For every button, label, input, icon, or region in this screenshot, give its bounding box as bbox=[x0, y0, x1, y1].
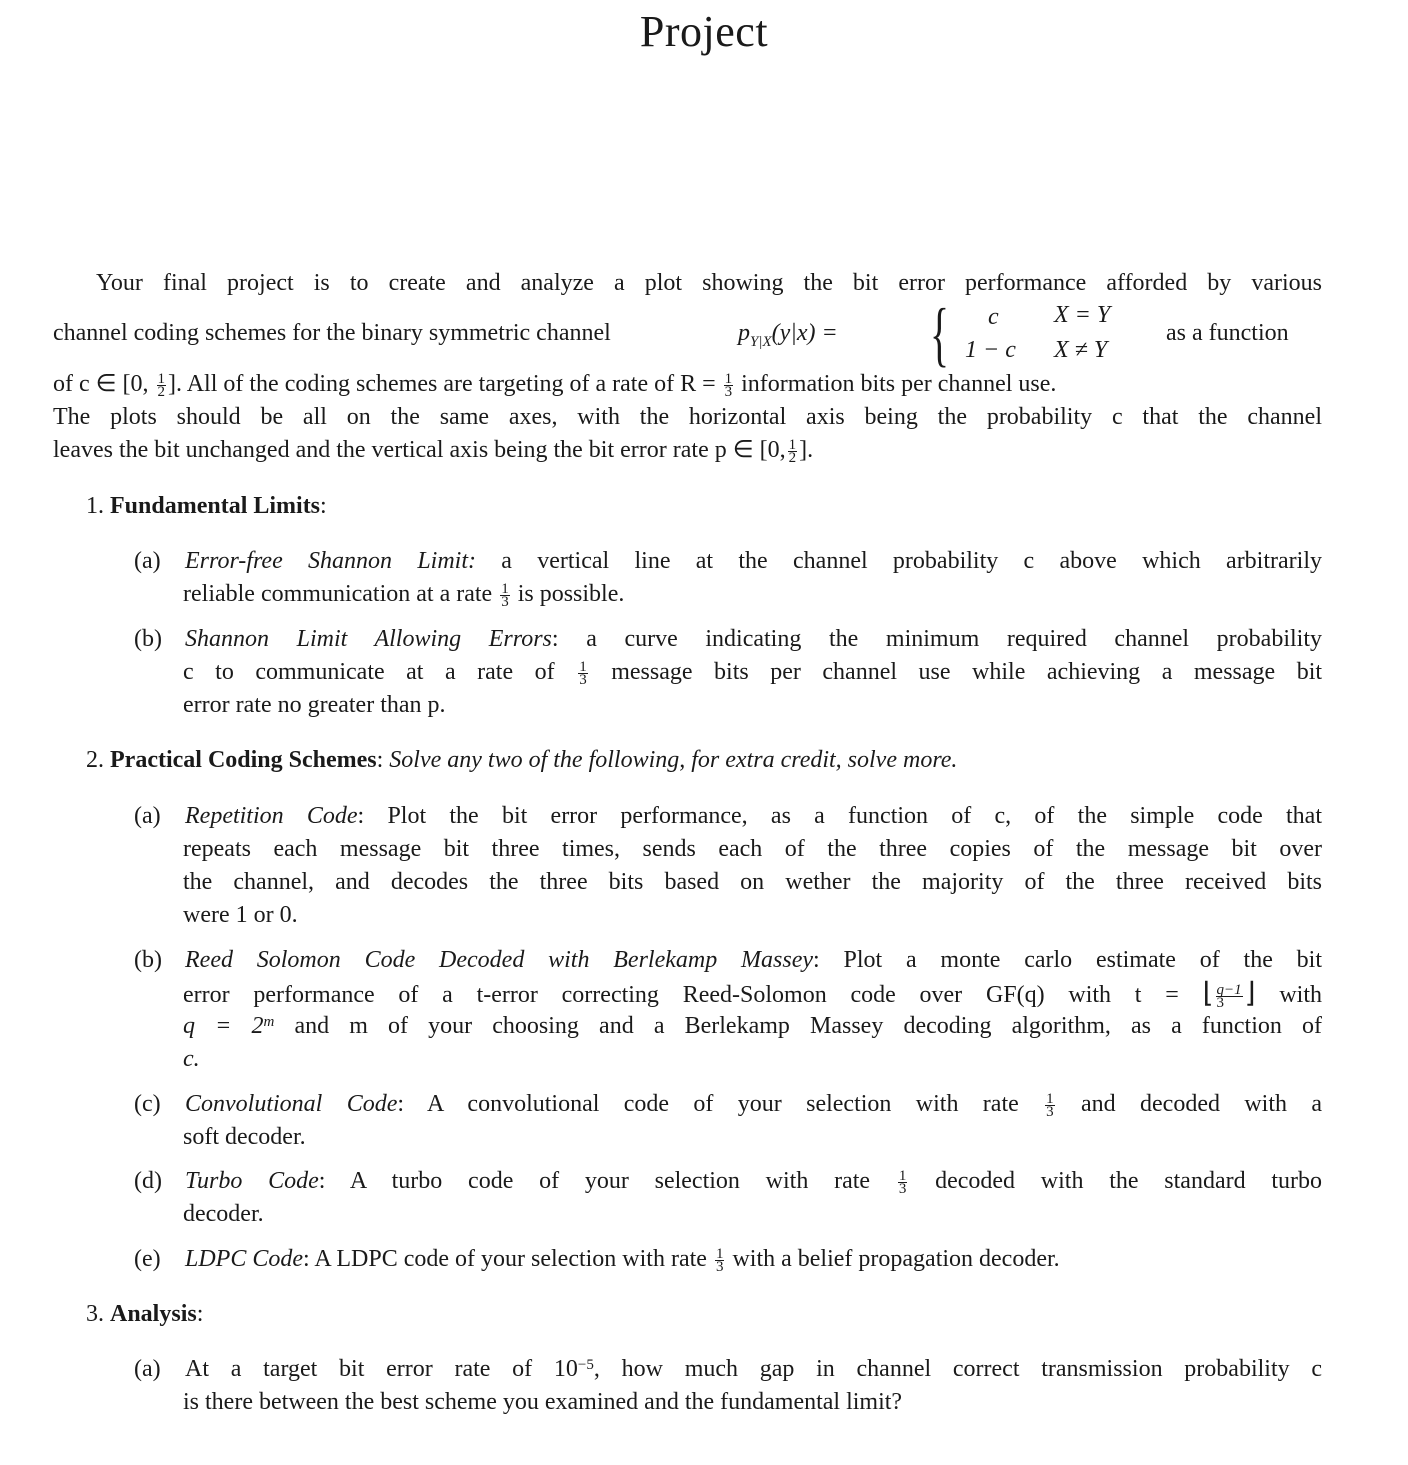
intro-line-5: leaves the bit unchanged and the vertical axis being the bit error rate p ∈ [0, $\frac{1}{2}$ ]. bbox=[53, 436, 814, 466]
intro-line-2-start: channel coding schemes for the binary symmetric channel bbox=[53, 320, 611, 346]
item-2d-line-1: Turbo Code: A turbo code of your selection with rate $\frac{1}{3}$ decoded with the standard turbo bbox=[185, 1167, 1323, 1197]
section-1-heading: 1. Fundamental Limits: bbox=[86, 493, 327, 519]
item-2b-line-4: c. bbox=[183, 1046, 200, 1072]
case-brace: { bbox=[930, 294, 950, 374]
fraction-third: $\frac{1}{3}$ bbox=[579, 658, 587, 688]
fraction-third: $\frac{1}{3}$ bbox=[898, 1167, 907, 1197]
intro-line-4: The plots should be all on the same axes, with the horizontal axis being the probability c that the channel bbox=[53, 404, 1322, 430]
item-2e-label: (e) bbox=[134, 1246, 161, 1272]
fraction-third: $\frac{1}{3}$ bbox=[715, 1245, 724, 1275]
fraction-third: $\frac{1}{3}$ bbox=[1046, 1090, 1054, 1120]
item-2c-line-1: Convolutional Code: A convolutional code of your selection with rate $\frac{1}{3}$ and decoded with a bbox=[185, 1090, 1323, 1120]
fraction-half: $\frac{1}{2}$ bbox=[788, 436, 797, 466]
case-2-value: 1 − c bbox=[965, 337, 1016, 363]
item-2d-label: (d) bbox=[134, 1168, 162, 1194]
item-2b-line-1: Reed Solomon Code Decoded with Berlekamp Massey: Plot a monte carlo estimate of the bit bbox=[185, 947, 1322, 973]
item-2a-line-4: were 1 or 0. bbox=[183, 902, 298, 928]
item-3a-line-2: is there between the best scheme you examined and the fundamental limit? bbox=[183, 1389, 903, 1415]
item-2c-label: (c) bbox=[134, 1091, 161, 1117]
section-2-heading: 2. Practical Coding Schemes: Solve any two of the following, for extra credit, solve more. bbox=[86, 747, 958, 773]
item-1b-line-3: error rate no greater than p. bbox=[183, 692, 446, 718]
channel-p: $p_{Y|X}(y|x)$ = bbox=[738, 320, 838, 350]
item-2c-line-2: soft decoder. bbox=[183, 1124, 306, 1150]
intro-line-3: of c ∈ [0, $\frac{1}{2}$ ]. All of the coding schemes are targeting of a rate of R = $\frac{1}{3}$ information bits per channel use. bbox=[53, 370, 1057, 400]
item-2a-label: (a) bbox=[134, 803, 161, 829]
case-2-condition: X ≠ Y bbox=[1054, 337, 1108, 363]
item-2d-line-2: decoder. bbox=[183, 1201, 264, 1227]
item-3a-line-1: At a target bit error rate of $10^{-5}$, how much gap in channel correct transmission probability c bbox=[185, 1356, 1323, 1382]
item-1b-line-2: c to communicate at a rate of $\frac{1}{3}$ message bits per channel use while achieving a message bit bbox=[183, 658, 1323, 688]
section-3-heading: 3. Analysis: bbox=[86, 1301, 204, 1327]
item-2e-line-1: LDPC Code: A LDPC code of your selection with rate $\frac{1}{3}$ with a belief propagation decoder. bbox=[185, 1245, 1060, 1275]
item-1a-label: (a) bbox=[134, 548, 161, 574]
item-2b-label: (b) bbox=[134, 947, 162, 973]
page-title: Project bbox=[639, 7, 769, 56]
item-2b-line-2: error performance of a t-error correcting Reed-Solomon code over GF(q) with t = ⌊ $\frac{q-1}{3}$ ⌋ with bbox=[183, 978, 1323, 1011]
fraction-third: $\frac{1}{3}$ bbox=[724, 370, 733, 400]
item-2b-line-3: $q = 2^m$ and m of your choosing and a Berlekamp Massey decoding algorithm, as a function of bbox=[183, 1013, 1323, 1039]
item-1b-line-1: Shannon Limit Allowing Errors: a curve indicating the minimum required channel probability bbox=[185, 626, 1322, 652]
item-1b-label: (b) bbox=[134, 626, 162, 652]
case-1-value: c bbox=[988, 304, 999, 330]
section-2-note: Solve any two of the following, for extra credit, solve more. bbox=[389, 747, 958, 773]
fraction-q-minus-1-over-3: $\frac{q-1}{3}$ bbox=[1216, 981, 1242, 1011]
item-1a-line-1: Error-free Shannon Limit: a vertical line at the channel probability c above which arbitrarily bbox=[185, 548, 1322, 574]
intro-line-2-end: as a function bbox=[1166, 320, 1289, 346]
item-2a-line-3: the channel, and decodes the three bits based on wether the majority of the three received bits bbox=[183, 869, 1322, 895]
item-2a-line-1: Repetition Code: Plot the bit error performance, as a function of c, of the simple code that bbox=[185, 803, 1322, 829]
fraction-half: $\frac{1}{2}$ bbox=[157, 370, 166, 400]
case-1-condition: X = Y bbox=[1054, 302, 1111, 328]
item-3a-label: (a) bbox=[134, 1356, 161, 1382]
intro-line-1: Your final project is to create and analyze a plot showing the bit error performance afforded by various bbox=[96, 270, 1322, 296]
fraction-third: $\frac{1}{3}$ bbox=[501, 580, 509, 610]
item-1a-line-2: reliable communication at a rate $\frac{1}{3}$ is possible. bbox=[183, 580, 625, 610]
item-2a-line-2: repeats each message bit three times, sends each of the three copies of the message bit over bbox=[183, 836, 1322, 862]
